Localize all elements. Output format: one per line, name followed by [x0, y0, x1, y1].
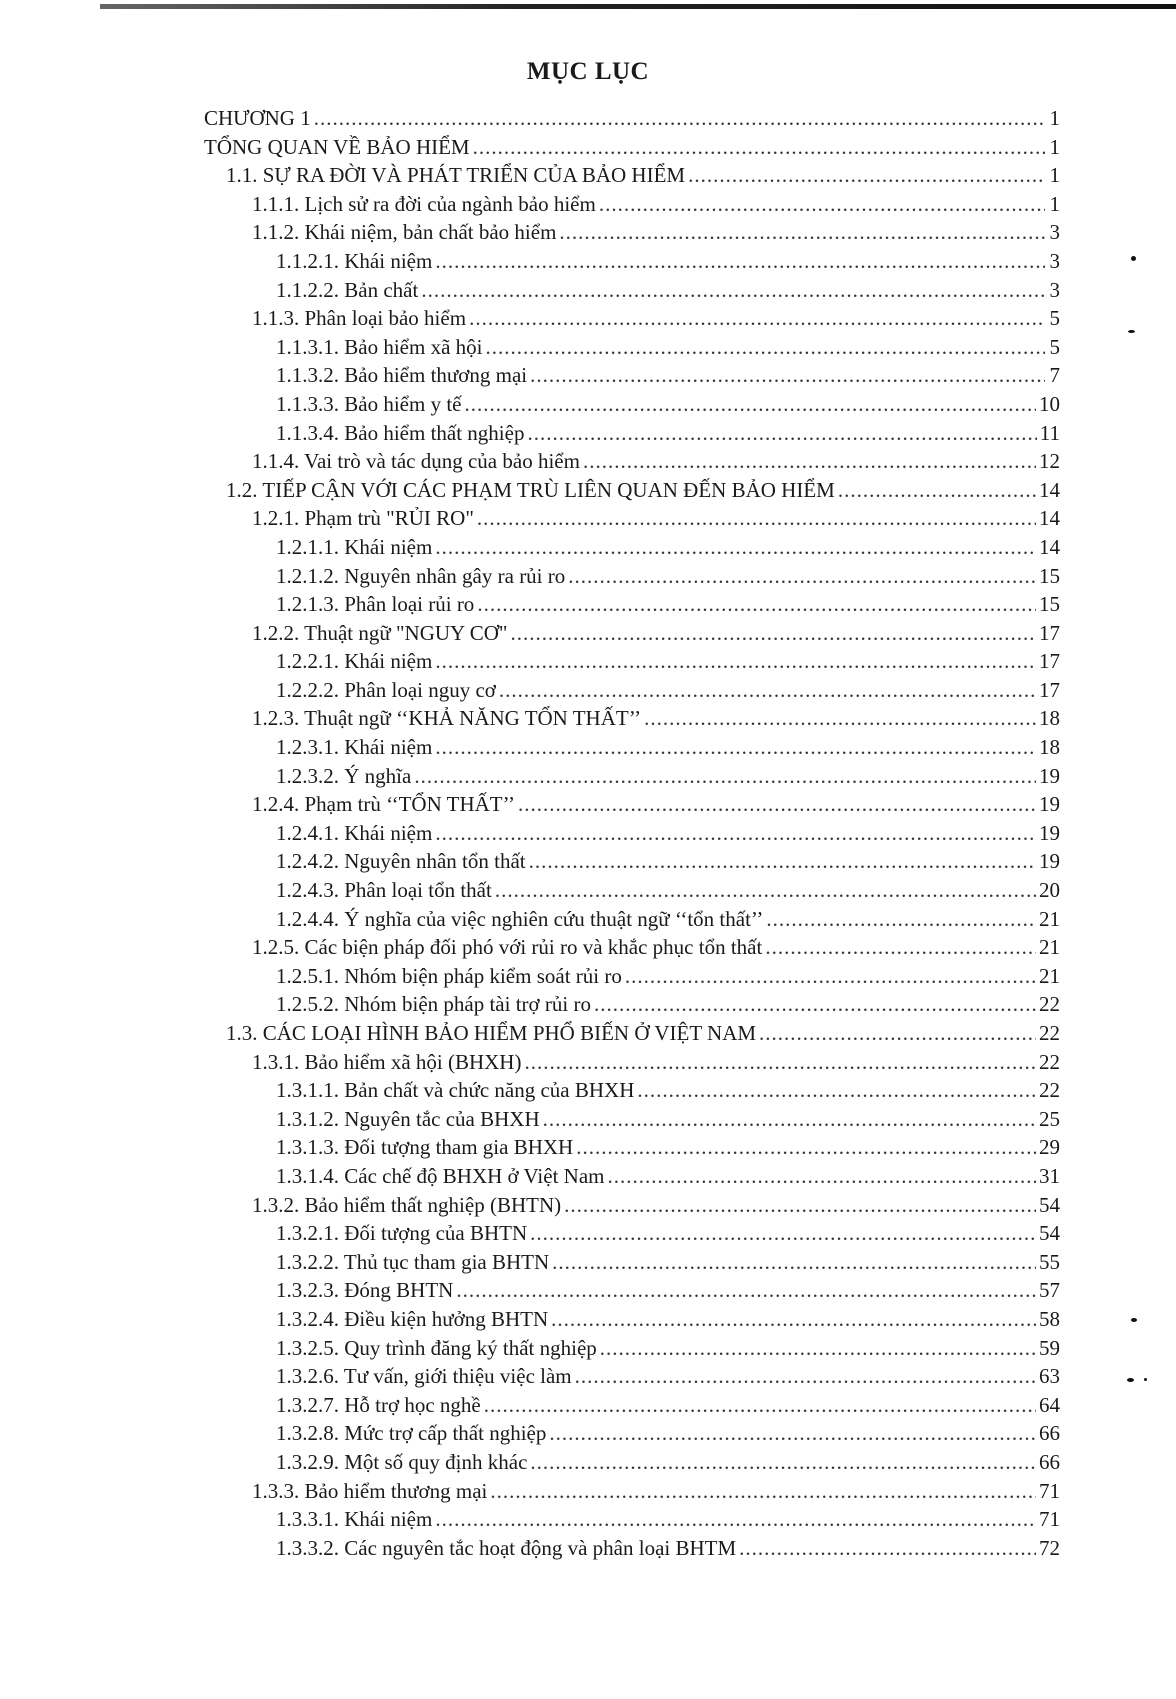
toc-dot-leader — [485, 333, 1045, 362]
toc-entry — [204, 562, 1060, 591]
toc-entry-title: 1.3.2.7. Hỗ trợ học nghề — [276, 1392, 481, 1417]
toc-entry — [204, 419, 1060, 448]
toc-entry — [204, 333, 1060, 362]
toc-dot-leader — [490, 1477, 1036, 1506]
toc-entry-title: 1.2.3.2. Ý nghĩa — [276, 763, 412, 788]
toc-entry-page: 7 — [1049, 363, 1060, 388]
toc-dot-leader — [599, 190, 1045, 219]
toc-entry-title: 1.3.2.6. Tư vấn, giới thiệu việc làm — [276, 1364, 572, 1389]
toc-entry-title: 1.1.2.2. Bản chất — [276, 277, 419, 302]
toc-entry-page: 22 — [1039, 1049, 1060, 1074]
toc-entry — [204, 1334, 1060, 1363]
toc-dot-leader — [625, 962, 1036, 991]
scan-speck — [1127, 1378, 1134, 1382]
toc-dot-leader — [477, 590, 1036, 619]
toc-entry-page: 64 — [1039, 1392, 1060, 1417]
toc-entry-title: 1.2.4.3. Phân loại tổn thất — [276, 878, 492, 903]
toc-entry — [204, 819, 1060, 848]
toc-entry — [204, 1276, 1060, 1305]
toc-entry-title: 1.3. CÁC LOẠI HÌNH BẢO HIỂM PHỔ BIẾN Ở VIỆT NAM — [226, 1021, 757, 1045]
toc-entry — [204, 990, 1060, 1019]
toc-dot-leader — [576, 1133, 1036, 1162]
toc-entry-title: 1.1.1. Lịch sử ra đời của ngành bảo hiểm — [252, 191, 596, 216]
toc-entry — [204, 1048, 1060, 1077]
toc-entry-page: 21 — [1039, 906, 1060, 931]
toc-entry — [204, 847, 1060, 876]
toc-entry-title: 1.2.4. Phạm trù ‘‘TỔN THẤT’’ — [252, 792, 516, 817]
toc-entry — [204, 1362, 1060, 1391]
toc-dot-leader — [414, 762, 1036, 791]
toc-dot-leader — [552, 1248, 1036, 1277]
toc-entry-title: 1.2.4.1. Khái niệm — [276, 820, 433, 845]
toc-entry-title: 1.2.3. Thuật ngữ ‘‘KHẢ NĂNG TỔN THẤT’’ — [252, 706, 642, 731]
toc-entry — [204, 1477, 1060, 1506]
toc-entry-title: CHƯƠNG 1 — [204, 106, 311, 130]
top-rule — [100, 4, 1176, 9]
toc-entry — [204, 276, 1060, 305]
toc-dot-leader — [314, 104, 1045, 133]
toc-dot-leader — [549, 1419, 1036, 1448]
toc-entry — [204, 361, 1060, 390]
toc-entry-title: 1.2. TIẾP CẬN VỚI CÁC PHẠM TRÙ LIÊN QUAN ĐẾN BẢO HIỂM — [226, 477, 835, 502]
toc-entry-title: 1.3.1.1. Bản chất và chức năng của BHXH — [276, 1078, 635, 1103]
scan-speck — [1128, 330, 1135, 333]
toc-dot-leader — [435, 533, 1036, 562]
toc-entry-title: 1.3.2.9. Một số quy định khác — [276, 1449, 528, 1474]
toc-entry-page: 22 — [1039, 1021, 1060, 1045]
toc-dot-leader — [765, 933, 1036, 962]
toc-entry — [204, 876, 1060, 905]
toc-entry-title: 1.1. SỰ RA ĐỜI VÀ PHÁT TRIỂN CỦA BẢO HIỂM — [226, 163, 686, 188]
toc-dot-leader — [421, 276, 1045, 305]
toc-entry-page: 25 — [1039, 1106, 1060, 1131]
toc-entry — [204, 1133, 1060, 1162]
toc-entry-title: 1.3.2.2. Thủ tục tham gia BHTN — [276, 1249, 550, 1274]
toc-entry — [204, 1505, 1060, 1534]
toc-dot-leader — [688, 161, 1045, 190]
toc-entry-page: 29 — [1039, 1135, 1060, 1160]
toc-entry-title: 1.3.2.3. Đóng BHTN — [276, 1278, 454, 1303]
toc-entry-title: 1.2.2.2. Phân loại nguy cơ — [276, 677, 496, 702]
toc-dot-leader — [435, 647, 1036, 676]
toc-entry-page: 19 — [1039, 820, 1060, 845]
toc-entry-title: 1.1.3.3. Bảo hiểm y tế — [276, 391, 462, 416]
toc-entry-page: 14 — [1039, 506, 1060, 531]
toc-entry — [204, 533, 1060, 562]
toc-dot-leader — [583, 447, 1036, 476]
scan-speck — [1131, 256, 1136, 261]
toc-entry-page: 54 — [1039, 1221, 1060, 1246]
toc-dot-leader — [495, 876, 1036, 905]
toc-entry-page: 71 — [1039, 1478, 1060, 1503]
toc-entry — [204, 247, 1060, 276]
toc-entry — [204, 1162, 1060, 1191]
toc-entry-title: 1.1.3.2. Bảo hiểm thương mại — [276, 363, 528, 388]
toc-dot-leader — [484, 1391, 1036, 1420]
toc-dot-leader — [435, 733, 1036, 762]
toc-entry — [204, 447, 1060, 476]
toc-entry — [204, 133, 1060, 162]
toc-entry-page: 71 — [1039, 1507, 1060, 1532]
toc-dot-leader — [637, 1076, 1036, 1105]
toc-dot-leader — [594, 990, 1036, 1019]
toc-entry — [204, 218, 1060, 247]
toc-entry-title: 1.3.2.4. Điều kiện hưởng BHTN — [276, 1306, 549, 1331]
toc-dot-leader — [838, 476, 1036, 505]
toc-entry — [204, 476, 1060, 505]
toc-entry-page: 21 — [1039, 963, 1060, 988]
toc-entry-title: 1.1.4. Vai trò và tác dụng của bảo hiểm — [252, 449, 580, 474]
toc-dot-leader — [607, 1162, 1036, 1191]
toc-entry-page: 18 — [1039, 706, 1060, 731]
toc-entry-title: 1.3.1.3. Đối tượng tham gia BHXH — [276, 1135, 574, 1160]
toc-entry-title: 1.3.3.1. Khái niệm — [276, 1507, 433, 1532]
toc-entry-page: 3 — [1049, 248, 1060, 273]
toc-entry-title: 1.3.1.2. Nguyên tắc của BHXH — [276, 1106, 540, 1131]
toc-dot-leader — [469, 304, 1045, 333]
toc-entry-page: 63 — [1039, 1364, 1060, 1389]
toc-dot-leader — [473, 133, 1045, 162]
toc-entry-page: 18 — [1039, 735, 1060, 760]
toc-entry-title: 1.3.2.8. Mức trợ cấp thất nghiệp — [276, 1421, 547, 1446]
toc-entry-title: 1.1.3.1. Bảo hiểm xã hội — [276, 334, 483, 359]
toc-entry — [204, 1105, 1060, 1134]
toc-entry-title: 1.2.1.1. Khái niệm — [276, 534, 433, 559]
toc-entry-page: 66 — [1039, 1421, 1060, 1446]
toc-entry-title: 1.3.2. Bảo hiểm thất nghiệp (BHTN) — [252, 1192, 562, 1217]
toc-entry-title: 1.2.5.1. Nhóm biện pháp kiểm soát rủi ro — [276, 963, 622, 988]
toc-entry-page: 19 — [1039, 792, 1060, 817]
toc-entry-title: 1.3.1. Bảo hiểm xã hội (BHXH) — [252, 1049, 522, 1074]
toc-entry — [204, 790, 1060, 819]
toc-dot-leader — [530, 1219, 1036, 1248]
toc-entry-page: 17 — [1039, 649, 1060, 674]
toc-entry — [204, 1019, 1060, 1048]
toc-dot-leader — [568, 562, 1036, 591]
toc-entry-page: 21 — [1039, 935, 1060, 960]
toc-entry-page: 5 — [1049, 306, 1060, 331]
toc-entry-page: 1 — [1049, 191, 1060, 216]
toc-dot-leader — [518, 790, 1036, 819]
toc-dot-leader — [477, 504, 1036, 533]
toc-entry-page: 14 — [1039, 477, 1060, 502]
toc-entry-title: 1.2.4.2. Nguyên nhân tổn thất — [276, 849, 526, 874]
toc-entry — [204, 590, 1060, 619]
toc-dot-leader — [759, 1019, 1036, 1048]
toc-entry — [204, 1534, 1060, 1563]
toc-entry-page: 5 — [1049, 334, 1060, 359]
toc-entry-title: 1.2.2. Thuật ngữ "NGUY CƠ" — [252, 620, 508, 645]
toc-entry — [204, 647, 1060, 676]
toc-entry-page: 31 — [1039, 1163, 1060, 1188]
toc-entry — [204, 619, 1060, 648]
toc-dot-leader — [600, 1334, 1036, 1363]
toc-entry-title: 1.3.1.4. Các chế độ BHXH ở Việt Nam — [276, 1163, 605, 1188]
toc-entry-page: 15 — [1039, 592, 1060, 617]
toc-entry-title: 1.3.2.5. Quy trình đăng ký thất nghiệp — [276, 1335, 597, 1360]
toc-entry — [204, 104, 1060, 133]
toc-entry — [204, 1305, 1060, 1334]
toc-entry — [204, 933, 1060, 962]
toc-entry-page: 19 — [1039, 763, 1060, 788]
toc-entry-title: 1.2.2.1. Khái niệm — [276, 649, 433, 674]
toc-entry — [204, 504, 1060, 533]
toc-entry-page: 22 — [1039, 1078, 1060, 1103]
table-of-contents — [204, 104, 1060, 1562]
toc-entry — [204, 733, 1060, 762]
toc-entry — [204, 304, 1060, 333]
toc-entry-page: 11 — [1039, 420, 1060, 445]
toc-entry-title: 1.1.2. Khái niệm, bản chất bảo hiểm — [252, 220, 557, 245]
toc-entry-title: 1.1.3. Phân loại bảo hiểm — [252, 306, 467, 331]
toc-dot-leader — [527, 419, 1036, 448]
page-title: MỤC LỤC — [526, 58, 650, 85]
toc-entry-title: 1.3.3. Bảo hiểm thương mại — [252, 1478, 488, 1503]
toc-entry-title: 1.2.5. Các biện pháp đối phó với rủi ro và khắc phục tổn thất — [252, 935, 763, 960]
toc-entry-page: 57 — [1039, 1278, 1060, 1303]
toc-dot-leader — [644, 704, 1036, 733]
toc-entry — [204, 1419, 1060, 1448]
scan-speck — [1131, 1318, 1137, 1322]
toc-entry — [204, 762, 1060, 791]
toc-entry-title: 1.1.3.4. Bảo hiểm thất nghiệp — [276, 420, 525, 445]
toc-entry — [204, 190, 1060, 219]
toc-entry — [204, 1248, 1060, 1277]
toc-entry — [204, 962, 1060, 991]
toc-dot-leader — [551, 1305, 1036, 1334]
toc-entry-title: 1.2.1. Phạm trù "RỦI RO" — [252, 506, 474, 531]
toc-entry — [204, 1191, 1060, 1220]
toc-entry — [204, 704, 1060, 733]
toc-entry-page: 10 — [1039, 391, 1060, 416]
toc-entry-page: 15 — [1039, 563, 1060, 588]
toc-dot-leader — [575, 1362, 1036, 1391]
toc-entry-page: 59 — [1039, 1335, 1060, 1360]
toc-entry-page: 58 — [1039, 1306, 1060, 1331]
toc-dot-leader — [530, 1448, 1036, 1477]
scan-speck — [1144, 1378, 1147, 1381]
toc-entry-title: 1.2.1.3. Phân loại rủi ro — [276, 592, 475, 617]
toc-entry — [204, 1076, 1060, 1105]
toc-entry-page: 66 — [1039, 1449, 1060, 1474]
toc-dot-leader — [435, 247, 1045, 276]
toc-entry-page: 19 — [1039, 849, 1060, 874]
toc-dot-leader — [435, 1505, 1036, 1534]
toc-entry-page: 55 — [1039, 1249, 1060, 1274]
toc-entry-title: TỔNG QUAN VỀ BẢO HIỂM — [204, 134, 470, 159]
toc-dot-leader — [529, 847, 1036, 876]
toc-entry — [204, 1219, 1060, 1248]
toc-entry-page: 1 — [1049, 163, 1060, 188]
toc-entry-title: 1.3.3.2. Các nguyên tắc hoạt động và phân loại BHTM — [276, 1535, 737, 1560]
toc-dot-leader — [564, 1191, 1036, 1220]
toc-entry — [204, 905, 1060, 934]
toc-entry — [204, 161, 1060, 190]
toc-entry-page: 14 — [1039, 534, 1060, 559]
toc-entry-page: 22 — [1039, 992, 1060, 1017]
toc-entry-title: 1.2.4.4. Ý nghĩa của việc nghiên cứu thuật ngữ ‘‘tổn thất’’ — [276, 906, 764, 931]
toc-entry-page: 17 — [1039, 620, 1060, 645]
toc-dot-leader — [510, 619, 1036, 648]
toc-dot-leader — [499, 676, 1036, 705]
toc-dot-leader — [739, 1534, 1036, 1563]
toc-entry-page: 12 — [1039, 449, 1060, 474]
toc-dot-leader — [766, 905, 1036, 934]
toc-entry-title: 1.2.3.1. Khái niệm — [276, 735, 433, 760]
toc-entry-page: 20 — [1039, 878, 1060, 903]
toc-entry-page: 3 — [1049, 277, 1060, 302]
toc-entry — [204, 676, 1060, 705]
toc-entry-page: 72 — [1039, 1535, 1060, 1560]
toc-entry-title: 1.2.1.2. Nguyên nhân gây ra rủi ro — [276, 563, 566, 588]
toc-dot-leader — [456, 1276, 1036, 1305]
toc-dot-leader — [559, 218, 1045, 247]
toc-entry — [204, 1391, 1060, 1420]
toc-dot-leader — [543, 1105, 1036, 1134]
toc-entry-page: 3 — [1049, 220, 1060, 245]
toc-entry — [204, 1448, 1060, 1477]
toc-entry-title: 1.3.2.1. Đối tượng của BHTN — [276, 1221, 528, 1246]
toc-dot-leader — [524, 1048, 1036, 1077]
toc-dot-leader — [464, 390, 1036, 419]
toc-dot-leader — [435, 819, 1036, 848]
toc-entry-title: 1.1.2.1. Khái niệm — [276, 248, 433, 273]
toc-entry-title: 1.2.5.2. Nhóm biện pháp tài trợ rủi ro — [276, 992, 591, 1017]
toc-entry-page: 1 — [1049, 106, 1060, 130]
toc-entry-page: 1 — [1049, 134, 1060, 159]
toc-entry — [204, 390, 1060, 419]
toc-entry-page: 54 — [1039, 1192, 1060, 1217]
toc-entry-page: 17 — [1039, 677, 1060, 702]
toc-dot-leader — [530, 361, 1045, 390]
